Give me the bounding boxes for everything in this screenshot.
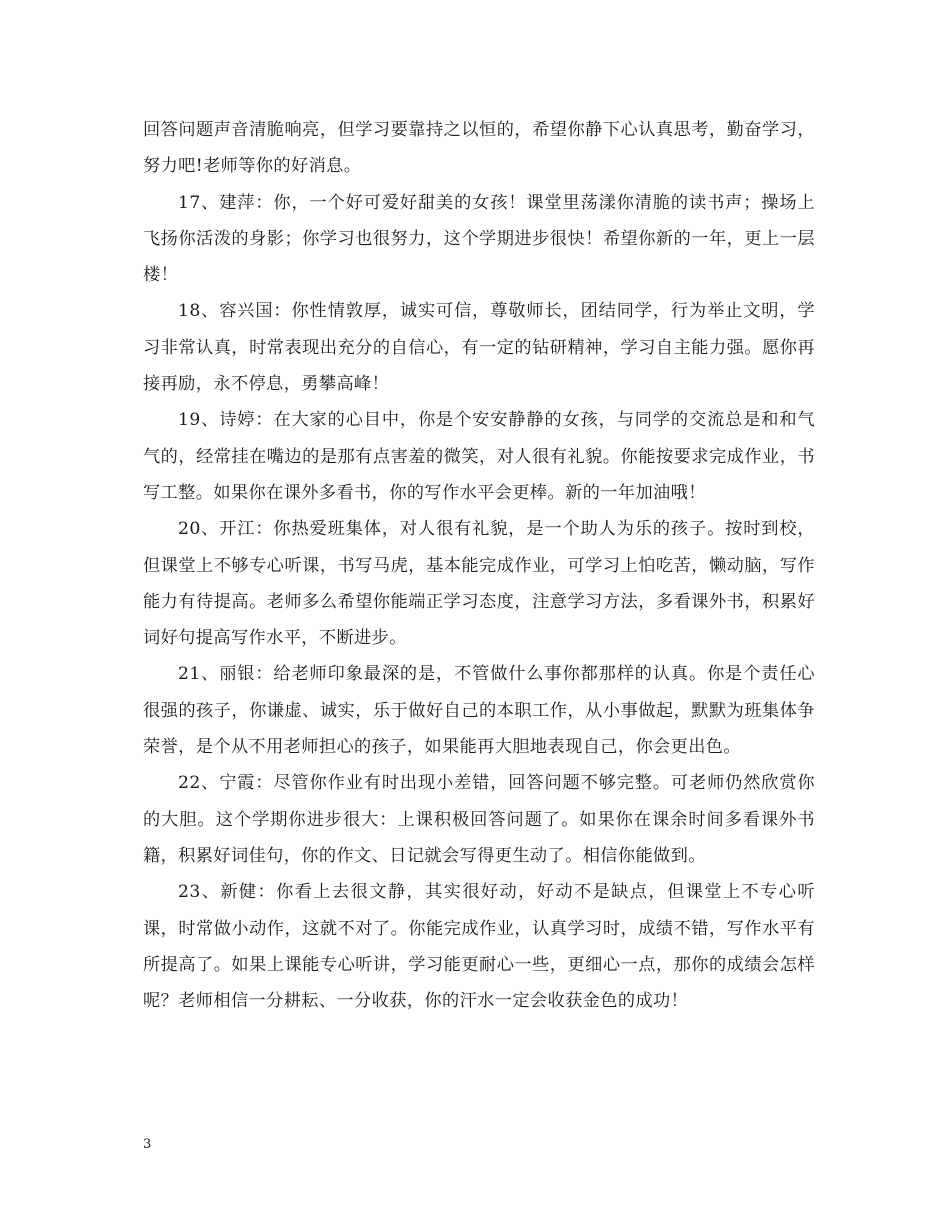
paragraph-comment-17: 17、建萍：你，一个好可爱好甜美的女孩！课堂里荡漾你清脆的读书声；操场上飞扬你活泼的身影；你学习也很努力，这个学期进步很快！希望你新的一年，更上一层楼！ bbox=[143, 192, 815, 286]
paragraph-continuation: 回答问题声音清脆响亮，但学习要靠持之以恒的，希望你静下心认真思考，勤奋学习，努力吧!老师等你的好消息。 bbox=[143, 120, 815, 177]
paragraph-comment-21: 21、丽银：给老师印象最深的是，不管做什么事你都那样的认真。你是个责任心很强的孩子，你谦虚、诚实，乐于做好自己的本职工作，从小事做起，默默为班集体争荣誉，是个从不用老师担心的孩子，如果能再大胆地表现自己，你会更出色。 bbox=[143, 664, 815, 758]
document-body bbox=[143, 112, 815, 1019]
paragraph-comment-22: 22、宁霞：尽管你作业有时出现小差错，回答问题不够完整。可老师仍然欣赏你的大胆。这个学期你进步很大：上课积极回答问题了。如果你在课余时间多看课外书籍，积累好词佳句，你的作文、日记就会写得更生动了。相信你能做到。 bbox=[143, 773, 815, 866]
page-number: 3 bbox=[143, 1137, 152, 1152]
paragraph-comment-18: 18、容兴国：你性情敦厚，诚实可信，尊敬师长，团结同学，行为举止文明，学习非常认真，时常表现出充分的自信心，有一定的钻研精神，学习自主能力强。愿你再接再励，永不停息，勇攀高峰！ bbox=[143, 301, 815, 395]
paragraph-comment-20: 20、开江：你热爱班集体，对人很有礼貌，是一个助人为乐的孩子。按时到校，但课堂上不够专心听课，书写马虎，基本能完成作业，可学习上怕吃苦，懒动脑，写作能力有待提高。老师多么希望你能端正学习态度，注意学习方法，多看课外书，积累好词好句提高写作水平，不断进步。 bbox=[143, 519, 815, 649]
paragraph-comment-19: 19、诗婷：在大家的心目中，你是个安安静静的女孩，与同学的交流总是和和气气的，经常挂在嘴边的是那有点害羞的微笑，对人很有礼貌。你能按要求完成作业，书写工整。如果你在课外多看书，你的写作水平会更棒。新的一年加油哦！ bbox=[143, 410, 815, 503]
paragraph-comment-23: 23、新健：你看上去很文静，其实很好动，好动不是缺点，但课堂上不专心听课，时常做小动作，这就不对了。你能完成作业，认真学习时，成绩不错，写作水平有所提高了。如果上课能专心听讲，学习能更耐心一些，更细心一点，那你的成绩会怎样呢？老师相信一分耕耘、一分收获，你的汗水一定会收获金色的成功！ bbox=[143, 882, 815, 1012]
